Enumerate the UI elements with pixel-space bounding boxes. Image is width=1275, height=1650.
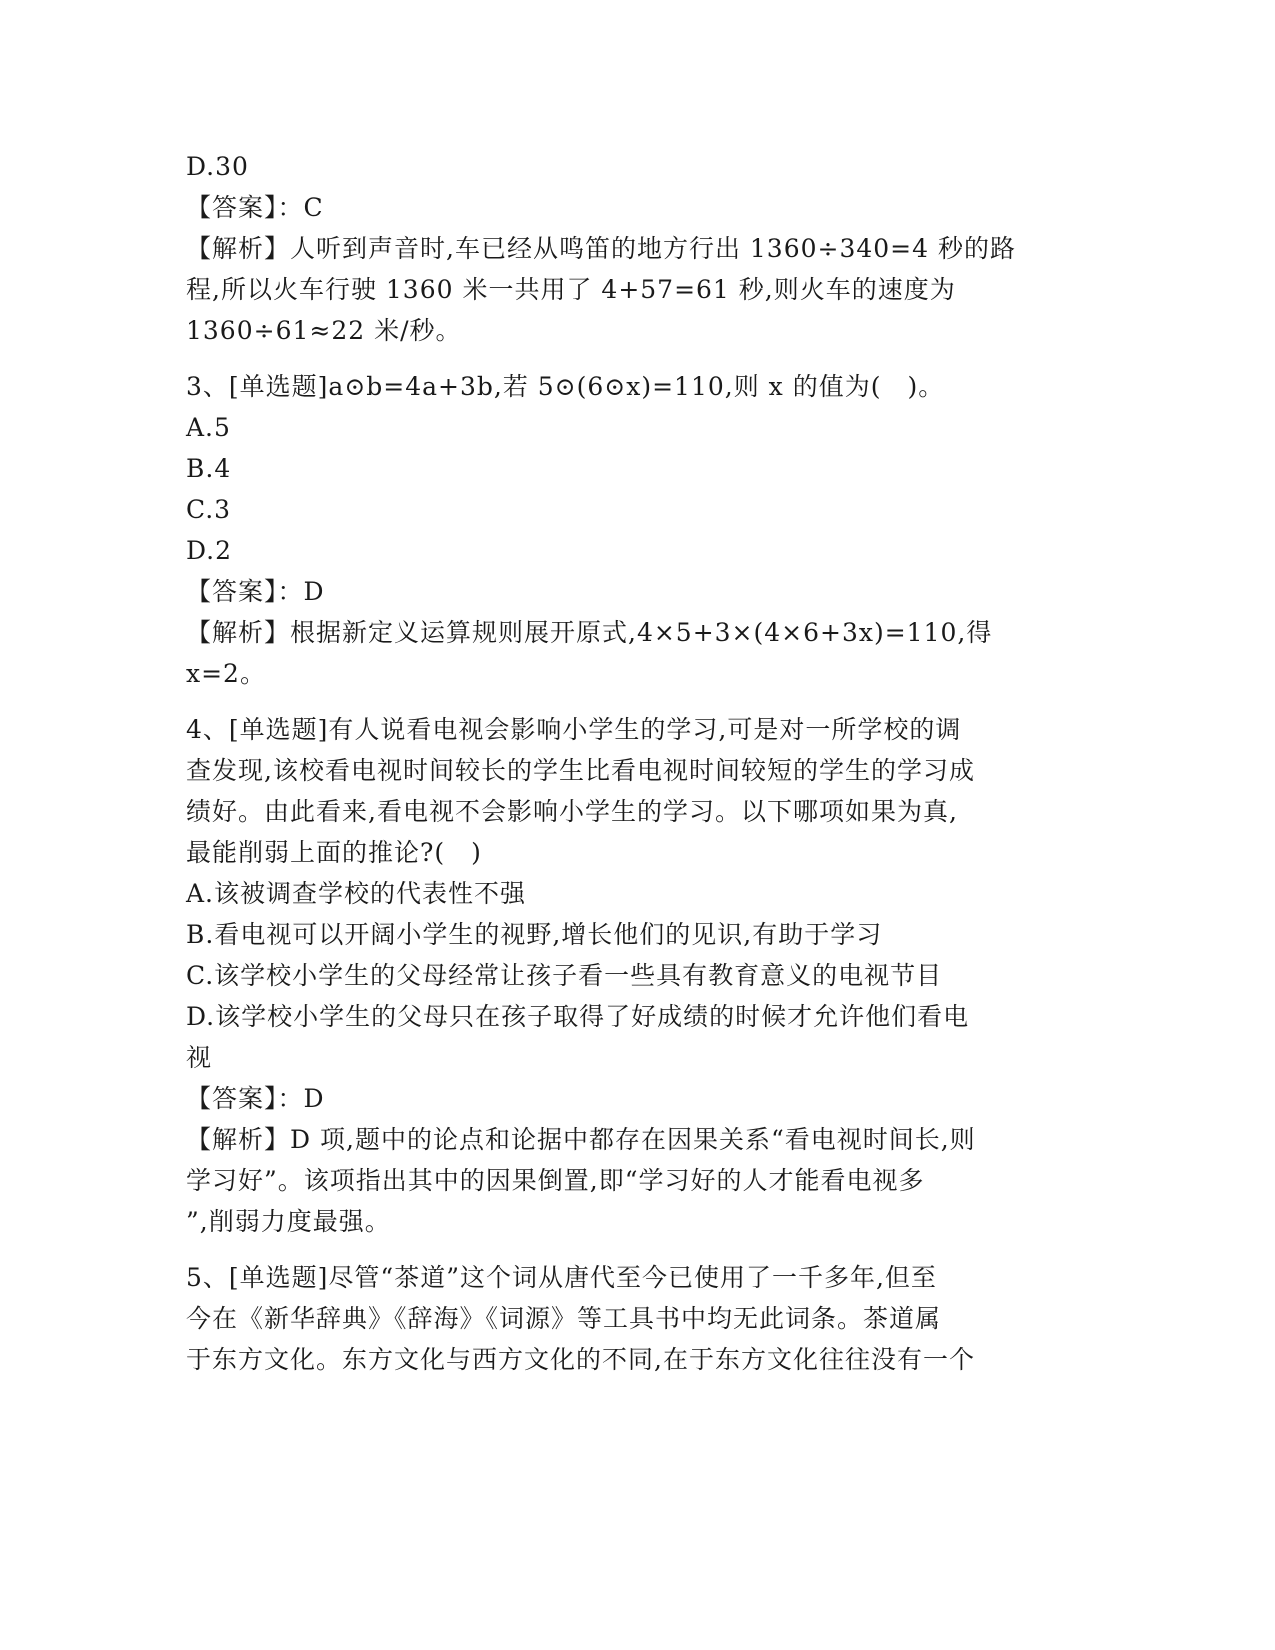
question-2-tail — [186, 146, 1086, 351]
analysis-line: x=2。 — [186, 659, 266, 688]
question-stem-line: 今在《新华辞典》《辞海》《词源》等工具书中均无此词条。茶道属 — [186, 1304, 942, 1333]
question-stem-line: 5、[单选题]尽管“茶道”这个词从唐代至今已使用了一千多年,但至 — [186, 1263, 937, 1292]
analysis-line: 【解析】D 项,题中的论点和论据中都存在因果关系“看电视时间长,则 — [186, 1125, 976, 1154]
analysis-line: 程,所以火车行驶 1360 米一共用了 4+57=61 秒,则火车的速度为 — [186, 275, 956, 304]
option-a: A.5 — [186, 413, 231, 442]
question-5 — [186, 1257, 1086, 1380]
option-d-continued: 视 — [186, 1043, 213, 1072]
answer-line: 【答案】：D — [186, 577, 325, 606]
question-4 — [186, 709, 1086, 1242]
question-stem-line: 于东方文化。东方文化与西方文化的不同,在于东方文化往往没有一个 — [186, 1345, 975, 1374]
analysis-line: 1360÷61≈22 米/秒。 — [186, 316, 462, 345]
question-stem: 3、[单选题]a⊙b=4a+3b,若 5⊙(6⊙x)=110,则 x 的值为( )。 — [186, 372, 945, 401]
document-page — [186, 146, 1086, 1380]
question-stem-line: 4、[单选题]有人说看电视会影响小学生的学习,可是对一所学校的调 — [186, 715, 962, 744]
answer-line: 【答案】：C — [186, 193, 324, 222]
question-stem-line: 绩好。由此看来,看电视不会影响小学生的学习。以下哪项如果为真, — [186, 797, 958, 826]
analysis-line: 学习好”。该项指出其中的因果倒置,即“学习好的人才能看电视多 — [186, 1166, 925, 1195]
analysis-line: 【解析】人听到声音时,车已经从鸣笛的地方行出 1360÷340=4 秒的路 — [186, 234, 1016, 263]
option-b: B.看电视可以开阔小学生的视野,增长他们的见识,有助于学习 — [186, 920, 883, 949]
question-stem-line: 查发现,该校看电视时间较长的学生比看电视时间较短的学生的学习成 — [186, 756, 975, 785]
option-c: C.3 — [186, 495, 232, 524]
question-stem-line: 最能削弱上面的推论?( ) — [186, 838, 482, 867]
option-b: B.4 — [186, 454, 232, 483]
answer-line: 【答案】：D — [186, 1084, 325, 1113]
question-3 — [186, 366, 1086, 694]
option-d: D.该学校小学生的父母只在孩子取得了好成绩的时候才允许他们看电 — [186, 1002, 970, 1031]
analysis-line: ”,削弱力度最强。 — [186, 1207, 391, 1236]
option-a: A.该被调查学校的代表性不强 — [186, 879, 527, 908]
option-d: D.30 — [186, 152, 249, 181]
option-c: C.该学校小学生的父母经常让孩子看一些具有教育意义的电视节目 — [186, 961, 943, 990]
option-d: D.2 — [186, 536, 233, 565]
analysis-line: 【解析】根据新定义运算规则展开原式,4×5+3×(4×6+3x)=110,得 — [186, 618, 993, 647]
